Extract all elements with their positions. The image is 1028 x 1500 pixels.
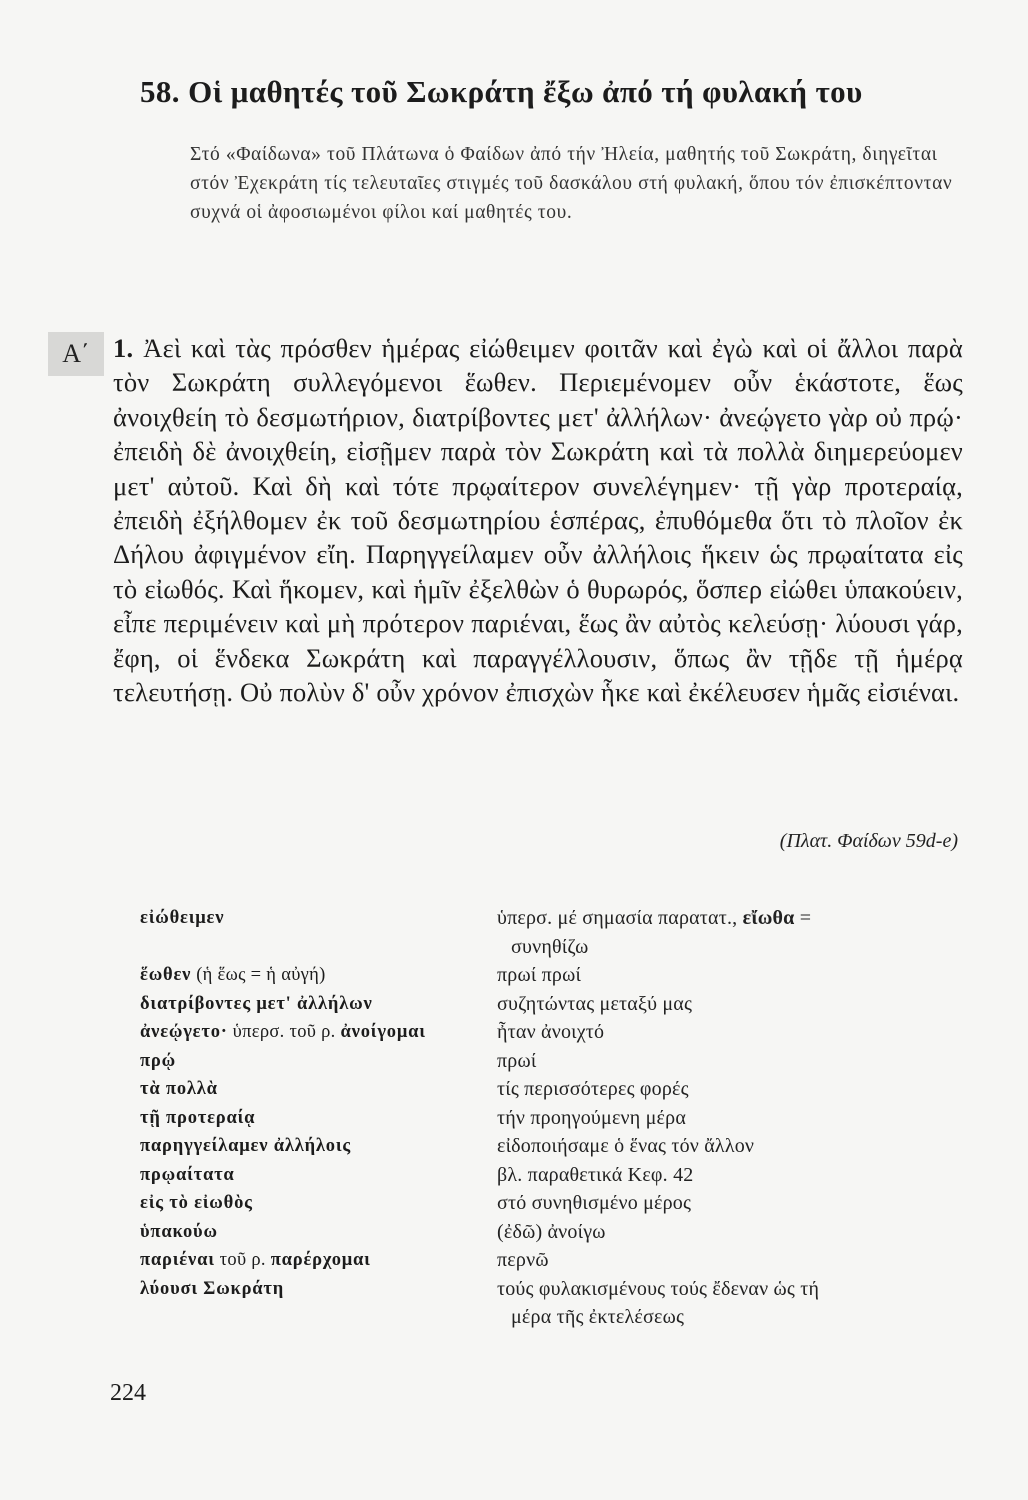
glossary-term xyxy=(140,1246,497,1275)
glossary xyxy=(140,904,960,1332)
intro-paragraph: Στό «Φαίδωνα» τοῦ Πλάτωνα ὁ Φαίδων ἀπό τήν Ἠλεία, μαθητής τοῦ Σωκράτη, διηγεῖται στόν Ἐχεκράτη τίς τελευταῖες στιγμές τοῦ δασκάλου στή φυλακή, ὅπου τόν ἐπισκέπτονταν συχνά οἱ ἀφοσιωμένοι φίλοι καί μαθητές του. xyxy=(190,144,953,223)
glossary-term-word: παρηγγείλαμεν ἀλλήλοις xyxy=(140,1136,351,1156)
glossary-term xyxy=(140,1047,497,1076)
glossary-term-word: ἀνεῴγετο· xyxy=(140,1022,228,1042)
glossary-definition xyxy=(497,1104,960,1133)
glossary-term xyxy=(140,1189,497,1218)
glossary-row xyxy=(140,1189,960,1218)
glossary-row xyxy=(140,1075,960,1104)
glossary-definition-text: συζητώντας μεταξύ μας xyxy=(497,992,693,1015)
glossary-row xyxy=(140,990,960,1019)
glossary-definition xyxy=(497,1189,960,1218)
glossary-definition-text: στό συνηθισμένο μέρος xyxy=(497,1192,692,1214)
glossary-definition xyxy=(497,1218,960,1247)
glossary-definition xyxy=(497,961,960,990)
glossary-definition-text: εἰδοποιήσαμε ὁ ἕνας τόν ἄλλον xyxy=(497,1135,755,1157)
glossary-definition xyxy=(497,990,960,1019)
glossary-definition-text: τίς περισσότερες φορές xyxy=(497,1078,689,1100)
glossary-definition-text: ἦταν ἀνοιχτό xyxy=(497,1021,605,1043)
glossary-definition-text: (ἐδῶ) ἀνοίγω xyxy=(497,1220,606,1243)
glossary-definition-text: ὑπερσ. μέ σημασία παρατατ., xyxy=(497,907,743,929)
passage-text: Ἀεὶ καὶ τὰς πρόσθεν ἡμέρας εἰώθειμεν φοιτᾶν καὶ ἐγὼ καὶ οἱ ἄλλοι παρὰ τὸν Σωκράτη συλλεγόμενοι ἕωθεν. Περιεμένομεν οὖν ἑκάστοτε, ἕως ἀνοιχθείη τὸ δεσμωτήριον, διατρίβοντες μετ' ἀλλήλων· ἀνεῴγετο γὰρ οὐ πρῴ· ἐπειδὴ δὲ ἀνοιχθείη, εἰσῇμεν παρὰ τὸν Σωκράτη καὶ τὰ πολλὰ διημερεύομεν μετ' αὐτοῦ. Καὶ δὴ καὶ τότε πρῳαίτερον συνελέγημεν· τῇ γὰρ προτεραίᾳ, ἐπειδὴ ἐξήλθομεν ἐκ τοῦ δεσμωτηρίου ἑσπέρας, ἐπυθόμεθα ὅτι τὸ πλοῖον ἐκ Δήλου ἀφιγμένον εἴη. Παρηγγείλαμεν οὖν ἀλλήλοις ἥκειν ὡς πρῳαίτατα εἰς τὸ εἰωθός. Καὶ ἥκομεν, καὶ ἡμῖν ἐξελθὼν ὁ θυρωρός, ὅσπερ εἰώθει ὑπακούειν, εἶπε περιμένειν καὶ μὴ πρότερον παριέναι, ἕως ἂν αὐτὸς κελεύσῃ· λύουσι γάρ, ἔφη, οἱ ἕνδεκα Σωκράτη καὶ παραγγέλλουσιν, ὅπως ἂν τῇδε τῇ ἡμέρᾳ τελευτήσῃ. Οὐ πολὺν δ' οὖν χρόνον ἐπισχὼν ἧκε καὶ ἐκέλευσεν ἡμᾶς εἰσιέναι. xyxy=(113,333,963,708)
glossary-definition-text: τούς φυλακισμένους τούς ἔδεναν ὡς τή xyxy=(497,1277,820,1300)
glossary-definition-equals: = xyxy=(794,907,812,929)
glossary-term xyxy=(140,1104,497,1133)
glossary-row xyxy=(140,1246,960,1275)
glossary-term xyxy=(140,1018,497,1047)
glossary-row xyxy=(140,1132,960,1161)
glossary-term-verb: παρέρχομαι xyxy=(270,1250,371,1270)
glossary-row xyxy=(140,1104,960,1133)
glossary-definition-text: τήν προηγούμενη μέρα xyxy=(497,1106,687,1129)
glossary-term-word: τῇ προτεραίᾳ xyxy=(140,1107,256,1128)
glossary-term xyxy=(140,990,497,1019)
glossary-term xyxy=(140,1161,497,1190)
glossary-term-note: (ἡ ἕως = ἡ αὐγή) xyxy=(191,965,326,985)
glossary-definition xyxy=(497,1275,960,1332)
glossary-row xyxy=(140,904,960,961)
glossary-row xyxy=(140,961,960,990)
glossary-definition xyxy=(497,1075,960,1104)
glossary-row xyxy=(140,1018,960,1047)
glossary-term-word: παριέναι xyxy=(140,1250,215,1270)
glossary-definition-continued: συνηθίζω xyxy=(511,935,589,958)
glossary-definition-text: βλ. παραθετικά Κεφ. 42 xyxy=(497,1163,694,1186)
glossary-term-note: τοῦ ρ. xyxy=(214,1250,271,1270)
glossary-row xyxy=(140,1161,960,1190)
glossary-definition-text: περνῶ xyxy=(497,1249,549,1271)
glossary-definition xyxy=(497,1246,960,1275)
glossary-term-word: εἰώθειμεν xyxy=(140,908,225,928)
glossary-term xyxy=(140,961,497,990)
glossary-definition-headword: εἴωθα xyxy=(742,907,795,929)
glossary-definition-continued: μέρα τῆς ἐκτελέσεως xyxy=(511,1306,685,1328)
glossary-term-word: ἕωθεν xyxy=(140,965,192,985)
passage-citation: (Πλατ. Φαίδων 59d-e) xyxy=(779,830,958,852)
glossary-term-note: ὑπερσ. τοῦ ρ. xyxy=(227,1022,341,1042)
glossary-term-word: λύουσι Σωκράτη xyxy=(140,1278,285,1299)
glossary-definition xyxy=(497,1132,960,1161)
glossary-term xyxy=(140,1218,497,1247)
glossary-term-word: πρῳαίτατα xyxy=(140,1164,235,1185)
glossary-term-word: πρῴ xyxy=(140,1050,176,1071)
chapter-title: 58. Οἱ μαθητές τοῦ Σωκράτη ἔξω ἀπό τή φυλακή του xyxy=(140,74,863,109)
glossary-term xyxy=(140,1275,497,1332)
glossary-definition xyxy=(497,1018,960,1047)
glossary-definition xyxy=(497,1047,960,1076)
glossary-term-word: ὑπακούω xyxy=(140,1221,218,1242)
passage-number: 1. xyxy=(113,333,134,363)
glossary-term xyxy=(140,1132,497,1161)
section-marker: Α΄ xyxy=(48,332,104,376)
glossary-term-verb: ἀνοίγομαι xyxy=(340,1022,426,1042)
page-number: 224 xyxy=(110,1380,146,1406)
glossary-row xyxy=(140,1218,960,1247)
glossary-definition xyxy=(497,904,960,961)
glossary-definition xyxy=(497,1161,960,1190)
glossary-definition-text: πρωί xyxy=(497,1049,537,1072)
glossary-term xyxy=(140,1075,497,1104)
glossary-term-word: εἰς τὸ εἰωθὸς xyxy=(140,1193,253,1213)
glossary-definition-text: πρωί πρωί xyxy=(497,964,582,986)
glossary-term xyxy=(140,904,497,961)
glossary-term-word: διατρίβοντες μετ' ἀλλήλων xyxy=(140,993,373,1014)
glossary-term-word: τὰ πολλὰ xyxy=(140,1079,218,1099)
glossary-row xyxy=(140,1275,960,1332)
ancient-greek-passage xyxy=(113,331,963,709)
glossary-row xyxy=(140,1047,960,1076)
